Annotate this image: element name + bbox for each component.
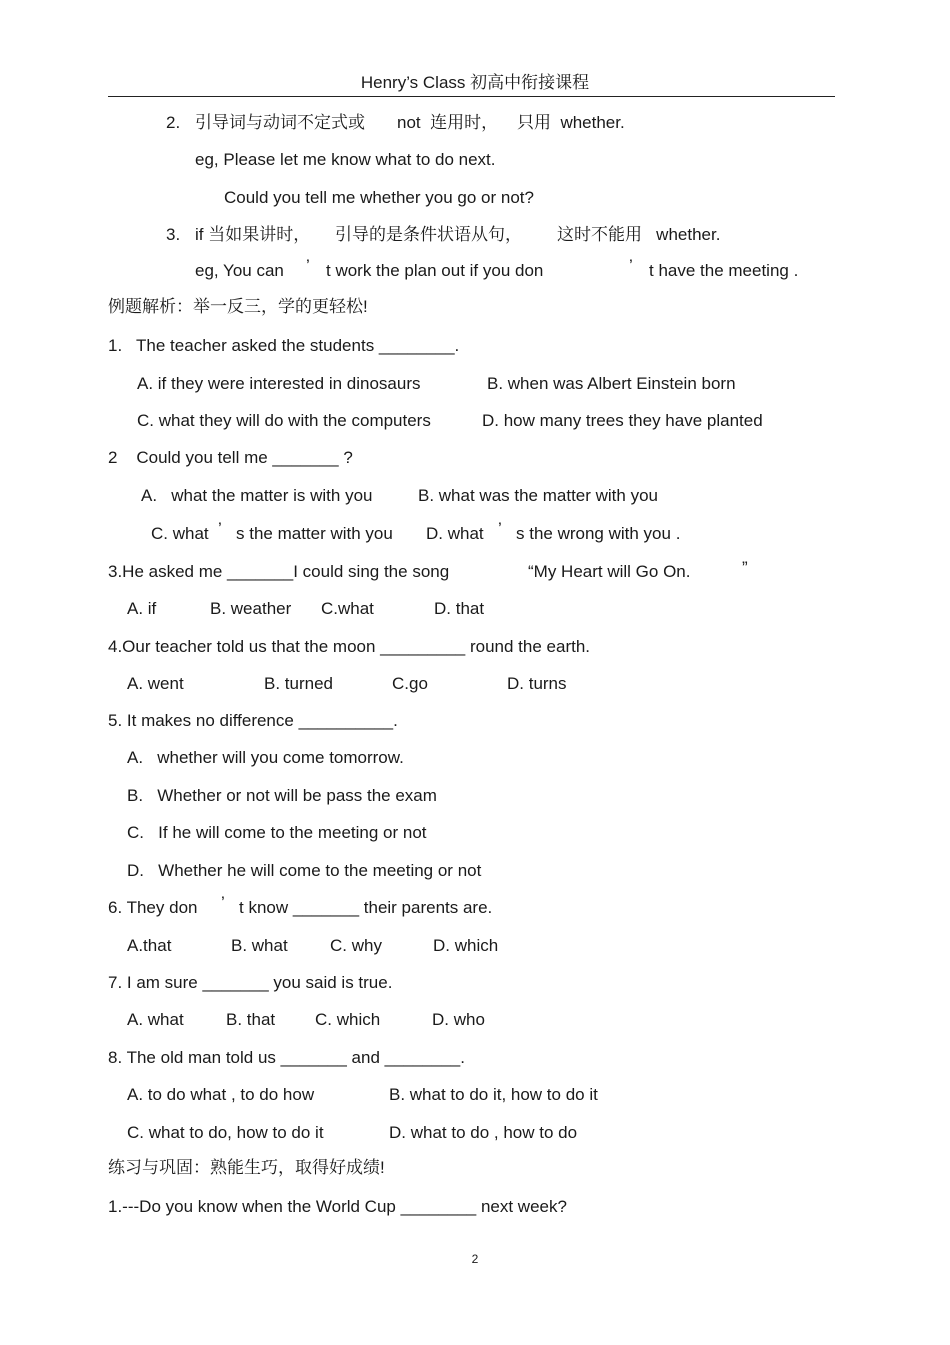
question-7-stem: 7. I am sure _______ you said is true.: [108, 973, 393, 992]
question-1-option-b: B. when was Albert Einstein born: [487, 374, 736, 393]
rule-3-example-b: t work the plan out if you don: [326, 261, 544, 280]
question-2-option-d-apostrophe: ’: [498, 519, 502, 538]
page-header: Henry’s Class 初高中衔接课程: [360, 73, 590, 92]
question-5-option-c: C. If he will come to the meeting or not: [127, 823, 427, 842]
question-6-stem-apostrophe: ’: [221, 893, 225, 912]
question-3-close-quote: ”: [742, 558, 748, 577]
rule-3-text-c: 这时不能用 whether.: [557, 225, 721, 244]
question-3-option-a: A. if: [127, 599, 157, 618]
question-8-option-a: A. to do what , to do how: [127, 1085, 315, 1104]
question-3-option-c: C.what: [321, 599, 374, 618]
question-5-option-b: B. Whether or not will be pass the exam: [127, 786, 437, 805]
question-8-stem: 8. The old man told us _______ and ________.: [108, 1048, 465, 1067]
question-7-option-a: A. what: [127, 1010, 184, 1029]
question-5-option-a: A. whether will you come tomorrow.: [127, 748, 404, 767]
question-2-option-c-b: s the matter with you: [236, 524, 393, 543]
question-4-option-b: B. turned: [264, 674, 333, 693]
question-2-option-a: A. what the matter is with you: [141, 486, 373, 505]
question-6-option-b: B. what: [231, 936, 288, 955]
question-6-option-c: C. why: [330, 936, 382, 955]
question-2-stem: 2 Could you tell me _______ ?: [108, 448, 353, 467]
question-2-option-b: B. what was the matter with you: [418, 486, 658, 505]
question-4-option-c: C.go: [392, 674, 428, 693]
rule-3-example-a: eg, You can: [195, 261, 284, 280]
section-title-practice: 练习与巩固：熟能生巧，取得好成绩!: [108, 1158, 385, 1177]
question-7-option-b: B. that: [226, 1010, 276, 1029]
question-1-option-d: D. how many trees they have planted: [482, 411, 763, 430]
rule-2-number: 2.: [166, 113, 181, 132]
question-2-option-c-a: C. what: [151, 524, 209, 543]
rule-2-text-a: 引导词与动词不定式或: [195, 113, 365, 132]
question-1-option-a: A. if they were interested in dinosaurs: [137, 374, 421, 393]
question-5-option-d: D. Whether he will come to the meeting or not: [127, 861, 482, 880]
rule-2-text-b: not 连用时，: [397, 113, 499, 132]
question-7-option-d: D. who: [432, 1010, 485, 1029]
question-2-option-d-a: D. what: [426, 524, 484, 543]
rule-3-text-b: 引导的是条件状语从句，: [335, 225, 522, 244]
question-5-stem: 5. It makes no difference __________.: [108, 711, 398, 730]
question-8-option-c: C. what to do, how to do it: [127, 1123, 324, 1142]
question-2-option-c-apostrophe: ’: [218, 519, 222, 538]
question-6-option-a: A.that: [127, 936, 172, 955]
page-number: 2: [471, 1252, 479, 1266]
rule-2-text-c: 只用 whether.: [517, 113, 625, 132]
question-6-stem-a: 6. They don: [108, 898, 198, 917]
question-4-stem: 4.Our teacher told us that the moon _________ round the earth.: [108, 637, 591, 656]
question-1-option-c: C. what they will do with the computers: [137, 411, 431, 430]
rule-3-example-apostrophe-1: ’: [306, 256, 310, 275]
question-4-option-a: A. went: [127, 674, 184, 693]
header-rule: [108, 96, 835, 97]
rule-3-example-apostrophe-2: ’: [629, 256, 633, 275]
question-1-stem: 1. The teacher asked the students ________.: [108, 336, 460, 355]
question-3-stem: 3.He asked me _______I could sing the song: [108, 562, 450, 581]
question-3-option-b: B. weather: [210, 599, 292, 618]
rule-2-example-2: Could you tell me whether you go or not?: [224, 188, 534, 207]
question-6-option-d: D. which: [433, 936, 499, 955]
question-8-option-d: D. what to do , how to do: [389, 1123, 578, 1142]
question-6-stem-b: t know _______ their parents are.: [239, 898, 493, 917]
section-title-examples: 例题解析：举一反三，学的更轻松!: [108, 297, 368, 316]
question-4-option-d: D. turns: [507, 674, 567, 693]
question-3-option-d: D. that: [434, 599, 485, 618]
practice-1-stem: 1.---Do you know when the World Cup ________ next week?: [108, 1197, 567, 1216]
question-3-song-title: “My Heart will Go On.: [528, 562, 691, 581]
question-8-option-b: B. what to do it, how to do it: [389, 1085, 598, 1104]
rule-3-text-a: if 当如果讲时，: [195, 225, 311, 244]
rule-2-example-1: eg, Please let me know what to do next.: [195, 150, 496, 169]
question-2-option-d-b: s the wrong with you .: [516, 524, 681, 543]
question-7-option-c: C. which: [315, 1010, 381, 1029]
rule-3-number: 3.: [166, 225, 181, 244]
rule-3-example-c: t have the meeting .: [649, 261, 799, 280]
